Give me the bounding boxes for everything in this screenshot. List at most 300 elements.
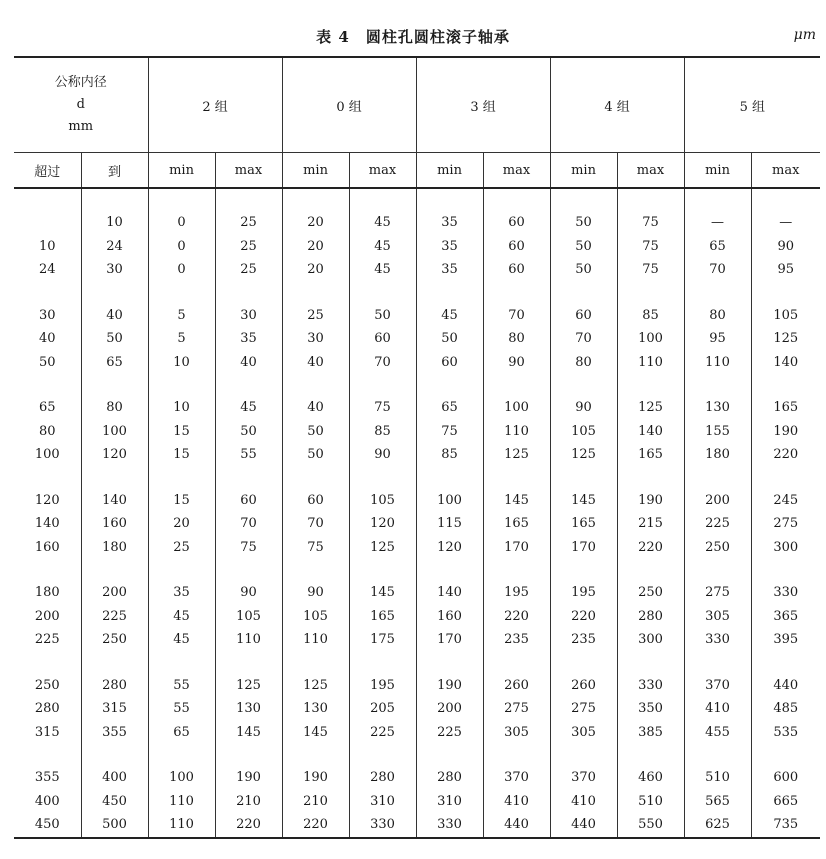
table-cell: 100 [416,489,483,513]
table-cell: 120 [34,492,60,508]
table-cell: 330 [751,581,820,605]
table-cell: 140 [751,351,820,375]
table-cell: 130 [282,697,349,721]
table-cell: 125 [349,536,416,560]
table-cell: 410 [684,697,751,721]
table-row [14,235,820,259]
table-cell: 80 [483,327,550,351]
table-cell: 665 [751,790,820,814]
table-cell: 565 [684,790,751,814]
table-cell: 220 [282,813,349,838]
table-cell: 20 [148,512,215,536]
table-cell: — [684,211,751,235]
table-row [14,211,820,235]
table-cell: 220 [550,605,617,629]
table-cell: 25 [148,536,215,560]
table-cell: 215 [617,512,684,536]
table-row [14,581,820,605]
table-cell: 370 [483,766,550,790]
table-cell: 35 [416,235,483,259]
group-spacer [14,282,820,304]
table-cell: 35 [215,327,282,351]
group-header: 3 组 [416,57,550,153]
table-cell: 165 [483,512,550,536]
table-cell: 195 [550,581,617,605]
table-cell: 65 [416,396,483,420]
table-cell: 510 [617,790,684,814]
table-cell: 180 [684,443,751,467]
table-cell: 0 [148,235,215,259]
table-cell: 330 [617,674,684,698]
table-cell: 125 [483,443,550,467]
table-cell: 110 [282,628,349,652]
table-cell: 100 [148,766,215,790]
table-caption [0,26,826,50]
table-cell: 95 [684,327,751,351]
table-cell: 20 [282,258,349,282]
table-cell: 40 [81,304,148,328]
table-cell: 190 [416,674,483,698]
table-cell: 75 [349,396,416,420]
table-cell: 45 [349,258,416,282]
table-cell: 60 [215,489,282,513]
table-cell: 60 [483,211,550,235]
table-cell: 110 [684,351,751,375]
table-cell: 70 [349,351,416,375]
table-row [14,790,820,814]
table-cell: — [751,211,820,235]
table-row [14,327,820,351]
table-cell: 24 [38,262,56,278]
table-cell: 220 [617,536,684,560]
max-header: max [483,153,550,189]
table-cell: 40 [282,351,349,375]
table-cell: 210 [215,790,282,814]
table-cell: 210 [282,790,349,814]
table-cell: 100 [617,327,684,351]
min-header: min [148,153,215,189]
table-row [14,813,820,838]
table-cell: 15 [148,489,215,513]
table-cell: 400 [81,766,148,790]
table-title: 表 4 圆柱孔圆柱滚子轴承 [316,28,510,46]
table-cell: 260 [550,674,617,698]
table-cell: 50 [81,327,148,351]
table-row [14,304,820,328]
over-header: 超过 [14,153,81,189]
group-header: 5 组 [684,57,820,153]
table-cell: 250 [617,581,684,605]
table-cell: 170 [550,536,617,560]
table-cell: 35 [416,211,483,235]
table-cell: 190 [215,766,282,790]
table-cell: 0 [148,258,215,282]
table-cell: 20 [282,211,349,235]
group-header: 2 组 [148,57,282,153]
table-cell: 145 [349,581,416,605]
table-cell: 10 [148,396,215,420]
min-header: min [282,153,349,189]
table-cell: 350 [617,697,684,721]
table-cell: 60 [349,327,416,351]
table-cell: 50 [550,235,617,259]
table-cell: 70 [282,512,349,536]
table-cell: 30 [81,258,148,282]
table-cell: 155 [684,420,751,444]
table-cell: 400 [34,793,60,809]
max-header: max [617,153,684,189]
group-spacer [14,374,820,396]
table-cell: 75 [215,536,282,560]
table-cell: 50 [349,304,416,328]
table-cell: 145 [550,489,617,513]
table-cell: 75 [416,420,483,444]
min-header: min [416,153,483,189]
table-cell: 170 [483,536,550,560]
table-cell: 40 [215,351,282,375]
table-cell: 75 [617,211,684,235]
group-spacer [14,652,820,674]
table-cell: 45 [148,605,215,629]
table-cell: 110 [148,790,215,814]
table-cell: 65 [81,351,148,375]
table-cell: 275 [550,697,617,721]
max-header: max [751,153,820,189]
table-cell: 75 [282,536,349,560]
table-cell: 410 [483,790,550,814]
table-cell: 140 [416,581,483,605]
table-cell: 280 [81,674,148,698]
table-cell: 125 [215,674,282,698]
table-cell: 190 [617,489,684,513]
table-row [14,697,820,721]
table-row [14,628,820,652]
table-cell: 250 [34,677,60,693]
min-header: min [550,153,617,189]
table-row [14,443,820,467]
table-cell: 30 [215,304,282,328]
table-cell: 160 [81,512,148,536]
table-cell: 50 [282,420,349,444]
to-header: 到 [81,153,148,189]
table-cell: 105 [550,420,617,444]
table-cell: 50 [550,211,617,235]
table-cell: 65 [684,235,751,259]
table-cell: 160 [34,539,60,555]
table-cell: 550 [617,813,684,838]
table-cell: 305 [483,721,550,745]
table-cell: 25 [215,235,282,259]
table-cell: 30 [38,307,56,323]
table-cell: 510 [684,766,751,790]
table-cell: 105 [215,605,282,629]
table-cell: 90 [215,581,282,605]
table-cell: 45 [215,396,282,420]
min-header: min [684,153,751,189]
table-cell: 225 [81,605,148,629]
table-cell: 100 [81,420,148,444]
table-cell: 440 [751,674,820,698]
table-cell: 0 [148,211,215,235]
table-cell: 90 [282,581,349,605]
table-cell: 145 [282,721,349,745]
table-cell: 600 [751,766,820,790]
table-cell: 55 [148,674,215,698]
group-header: 4 组 [550,57,684,153]
table-cell: 110 [617,351,684,375]
table-cell: 200 [684,489,751,513]
table-cell: 220 [215,813,282,838]
table-cell: 70 [684,258,751,282]
table-cell: 250 [684,536,751,560]
table-cell: 220 [483,605,550,629]
table-cell: 45 [349,235,416,259]
table-cell: 60 [483,258,550,282]
table-cell: 355 [34,770,60,786]
group-spacer [14,744,820,766]
table-cell: 235 [550,628,617,652]
table-cell: 55 [215,443,282,467]
table-cell: 10 [38,238,56,254]
table-cell: 25 [215,258,282,282]
table-cell: 140 [617,420,684,444]
table-cell: 90 [349,443,416,467]
table-row [14,605,820,629]
table-cell: 365 [751,605,820,629]
table-cell: 195 [483,581,550,605]
table-cell: 145 [215,721,282,745]
table-cell: 24 [81,235,148,259]
table-cell: 440 [483,813,550,838]
table-cell: 450 [14,813,81,838]
table-cell: 280 [617,605,684,629]
table-cell: 280 [416,766,483,790]
table-cell: 90 [483,351,550,375]
table-row [14,396,820,420]
table-cell: 200 [416,697,483,721]
table-cell: 110 [483,420,550,444]
table-cell: 535 [751,721,820,745]
table-cell: 370 [684,674,751,698]
table-cell: 45 [416,304,483,328]
table-cell: 80 [550,351,617,375]
table-cell: 55 [148,697,215,721]
table-cell: 385 [617,721,684,745]
table-cell: 125 [282,674,349,698]
table-row [14,258,820,282]
table-body [14,188,820,838]
table-row [14,766,820,790]
nominal-bore-header: 公称内径 d mm [14,57,148,153]
table-cell: 195 [349,674,416,698]
table-row [14,512,820,536]
unit-label: μm [793,27,816,43]
table-cell: 60 [483,235,550,259]
table-cell: 85 [617,304,684,328]
table-cell: 60 [282,489,349,513]
max-header: max [215,153,282,189]
table-cell: 100 [34,447,60,463]
table-cell: 10 [81,211,148,235]
table-cell: 130 [684,396,751,420]
table-cell: 25 [282,304,349,328]
table-cell: 315 [34,724,60,740]
table-cell: 275 [483,697,550,721]
table-cell: 310 [349,790,416,814]
table-cell: 190 [751,420,820,444]
table-cell: 50 [282,443,349,467]
table-cell: 50 [550,258,617,282]
table-cell: 190 [282,766,349,790]
group-spacer [14,467,820,489]
table-cell: 25 [215,211,282,235]
table-cell: 165 [617,443,684,467]
table-cell: 305 [684,605,751,629]
table-cell: 105 [751,304,820,328]
table-cell: 50 [215,420,282,444]
table-cell: 280 [349,766,416,790]
table-cell: 225 [349,721,416,745]
table-cell: 60 [550,304,617,328]
table-cell: 105 [349,489,416,513]
table-cell: 225 [416,721,483,745]
table-cell: 370 [550,766,617,790]
table-row [14,351,820,375]
table-cell: 125 [550,443,617,467]
table-cell: 50 [38,354,56,370]
table-cell: 35 [148,581,215,605]
table-cell: 45 [148,628,215,652]
table-cell: 15 [148,443,215,467]
table-cell: 80 [684,304,751,328]
table-cell: 165 [349,605,416,629]
table-cell: 170 [416,628,483,652]
table-cell: 455 [684,721,751,745]
table-cell: 60 [416,351,483,375]
table-cell: 85 [416,443,483,467]
table-cell: 35 [416,258,483,282]
table-row [14,536,820,560]
table-cell: 250 [81,628,148,652]
table-cell: 300 [617,628,684,652]
table-cell: 140 [81,489,148,513]
table-cell: 75 [617,258,684,282]
table-cell: 80 [38,423,56,439]
table-cell: 625 [684,813,751,838]
table-cell: 130 [215,697,282,721]
table-cell: 220 [751,443,820,467]
table-cell: 110 [215,628,282,652]
table-cell: 110 [148,813,215,838]
table-cell: 225 [34,632,60,648]
table-cell: 85 [349,420,416,444]
table-cell: 200 [34,608,60,624]
table-cell: 450 [81,790,148,814]
table-cell: 500 [81,813,148,838]
table-cell: 90 [550,396,617,420]
table-cell: 245 [751,489,820,513]
table-row [14,489,820,513]
group-header: 0 组 [282,57,416,153]
table-cell: 165 [751,396,820,420]
table-cell: 90 [751,235,820,259]
table-cell: 205 [349,697,416,721]
table-cell: 70 [215,512,282,536]
table-cell: 80 [81,396,148,420]
table-cell: 65 [148,721,215,745]
table-cell: 310 [416,790,483,814]
table-cell: 175 [349,628,416,652]
max-header: max [349,153,416,189]
table-cell: 65 [38,400,56,416]
table-cell: 100 [483,396,550,420]
table-cell: 305 [550,721,617,745]
table-row [14,674,820,698]
table-cell: 75 [617,235,684,259]
table-cell: 5 [148,304,215,328]
table-cell: 160 [416,605,483,629]
table-cell: 105 [282,605,349,629]
table-cell: 275 [684,581,751,605]
table-cell: 735 [751,813,820,838]
table-cell: 50 [416,327,483,351]
table-cell: 70 [483,304,550,328]
table-cell: 260 [483,674,550,698]
table-cell: 115 [416,512,483,536]
table-cell: 20 [282,235,349,259]
group-spacer [14,559,820,581]
clearance-table [14,56,820,839]
table-cell: 70 [550,327,617,351]
table-row [14,721,820,745]
group-spacer [14,188,820,211]
table-cell: 440 [550,813,617,838]
table-cell: 225 [684,512,751,536]
table-cell: 40 [282,396,349,420]
table-cell: 120 [416,536,483,560]
table-cell: 120 [349,512,416,536]
table-cell: 5 [148,327,215,351]
table-cell: 120 [81,443,148,467]
table-cell: 330 [684,628,751,652]
table-cell: 180 [81,536,148,560]
table-cell: 15 [148,420,215,444]
table-cell: 410 [550,790,617,814]
header-row-minmax [14,153,820,189]
table-cell: 315 [81,697,148,721]
table-cell: 125 [751,327,820,351]
table-cell [14,211,81,235]
table-cell: 330 [416,813,483,838]
table-cell: 330 [349,813,416,838]
table-cell: 395 [751,628,820,652]
table-cell: 355 [81,721,148,745]
table-cell: 40 [38,331,56,347]
table-cell: 460 [617,766,684,790]
table-cell: 140 [34,516,60,532]
table-cell: 145 [483,489,550,513]
table-cell: 10 [148,351,215,375]
table-cell: 300 [751,536,820,560]
table-cell: 30 [282,327,349,351]
table-row [14,420,820,444]
table-cell: 165 [550,512,617,536]
table-cell: 200 [81,581,148,605]
table-cell: 280 [34,701,60,717]
table-cell: 125 [617,396,684,420]
table-cell: 235 [483,628,550,652]
header-row-groups [14,57,820,153]
